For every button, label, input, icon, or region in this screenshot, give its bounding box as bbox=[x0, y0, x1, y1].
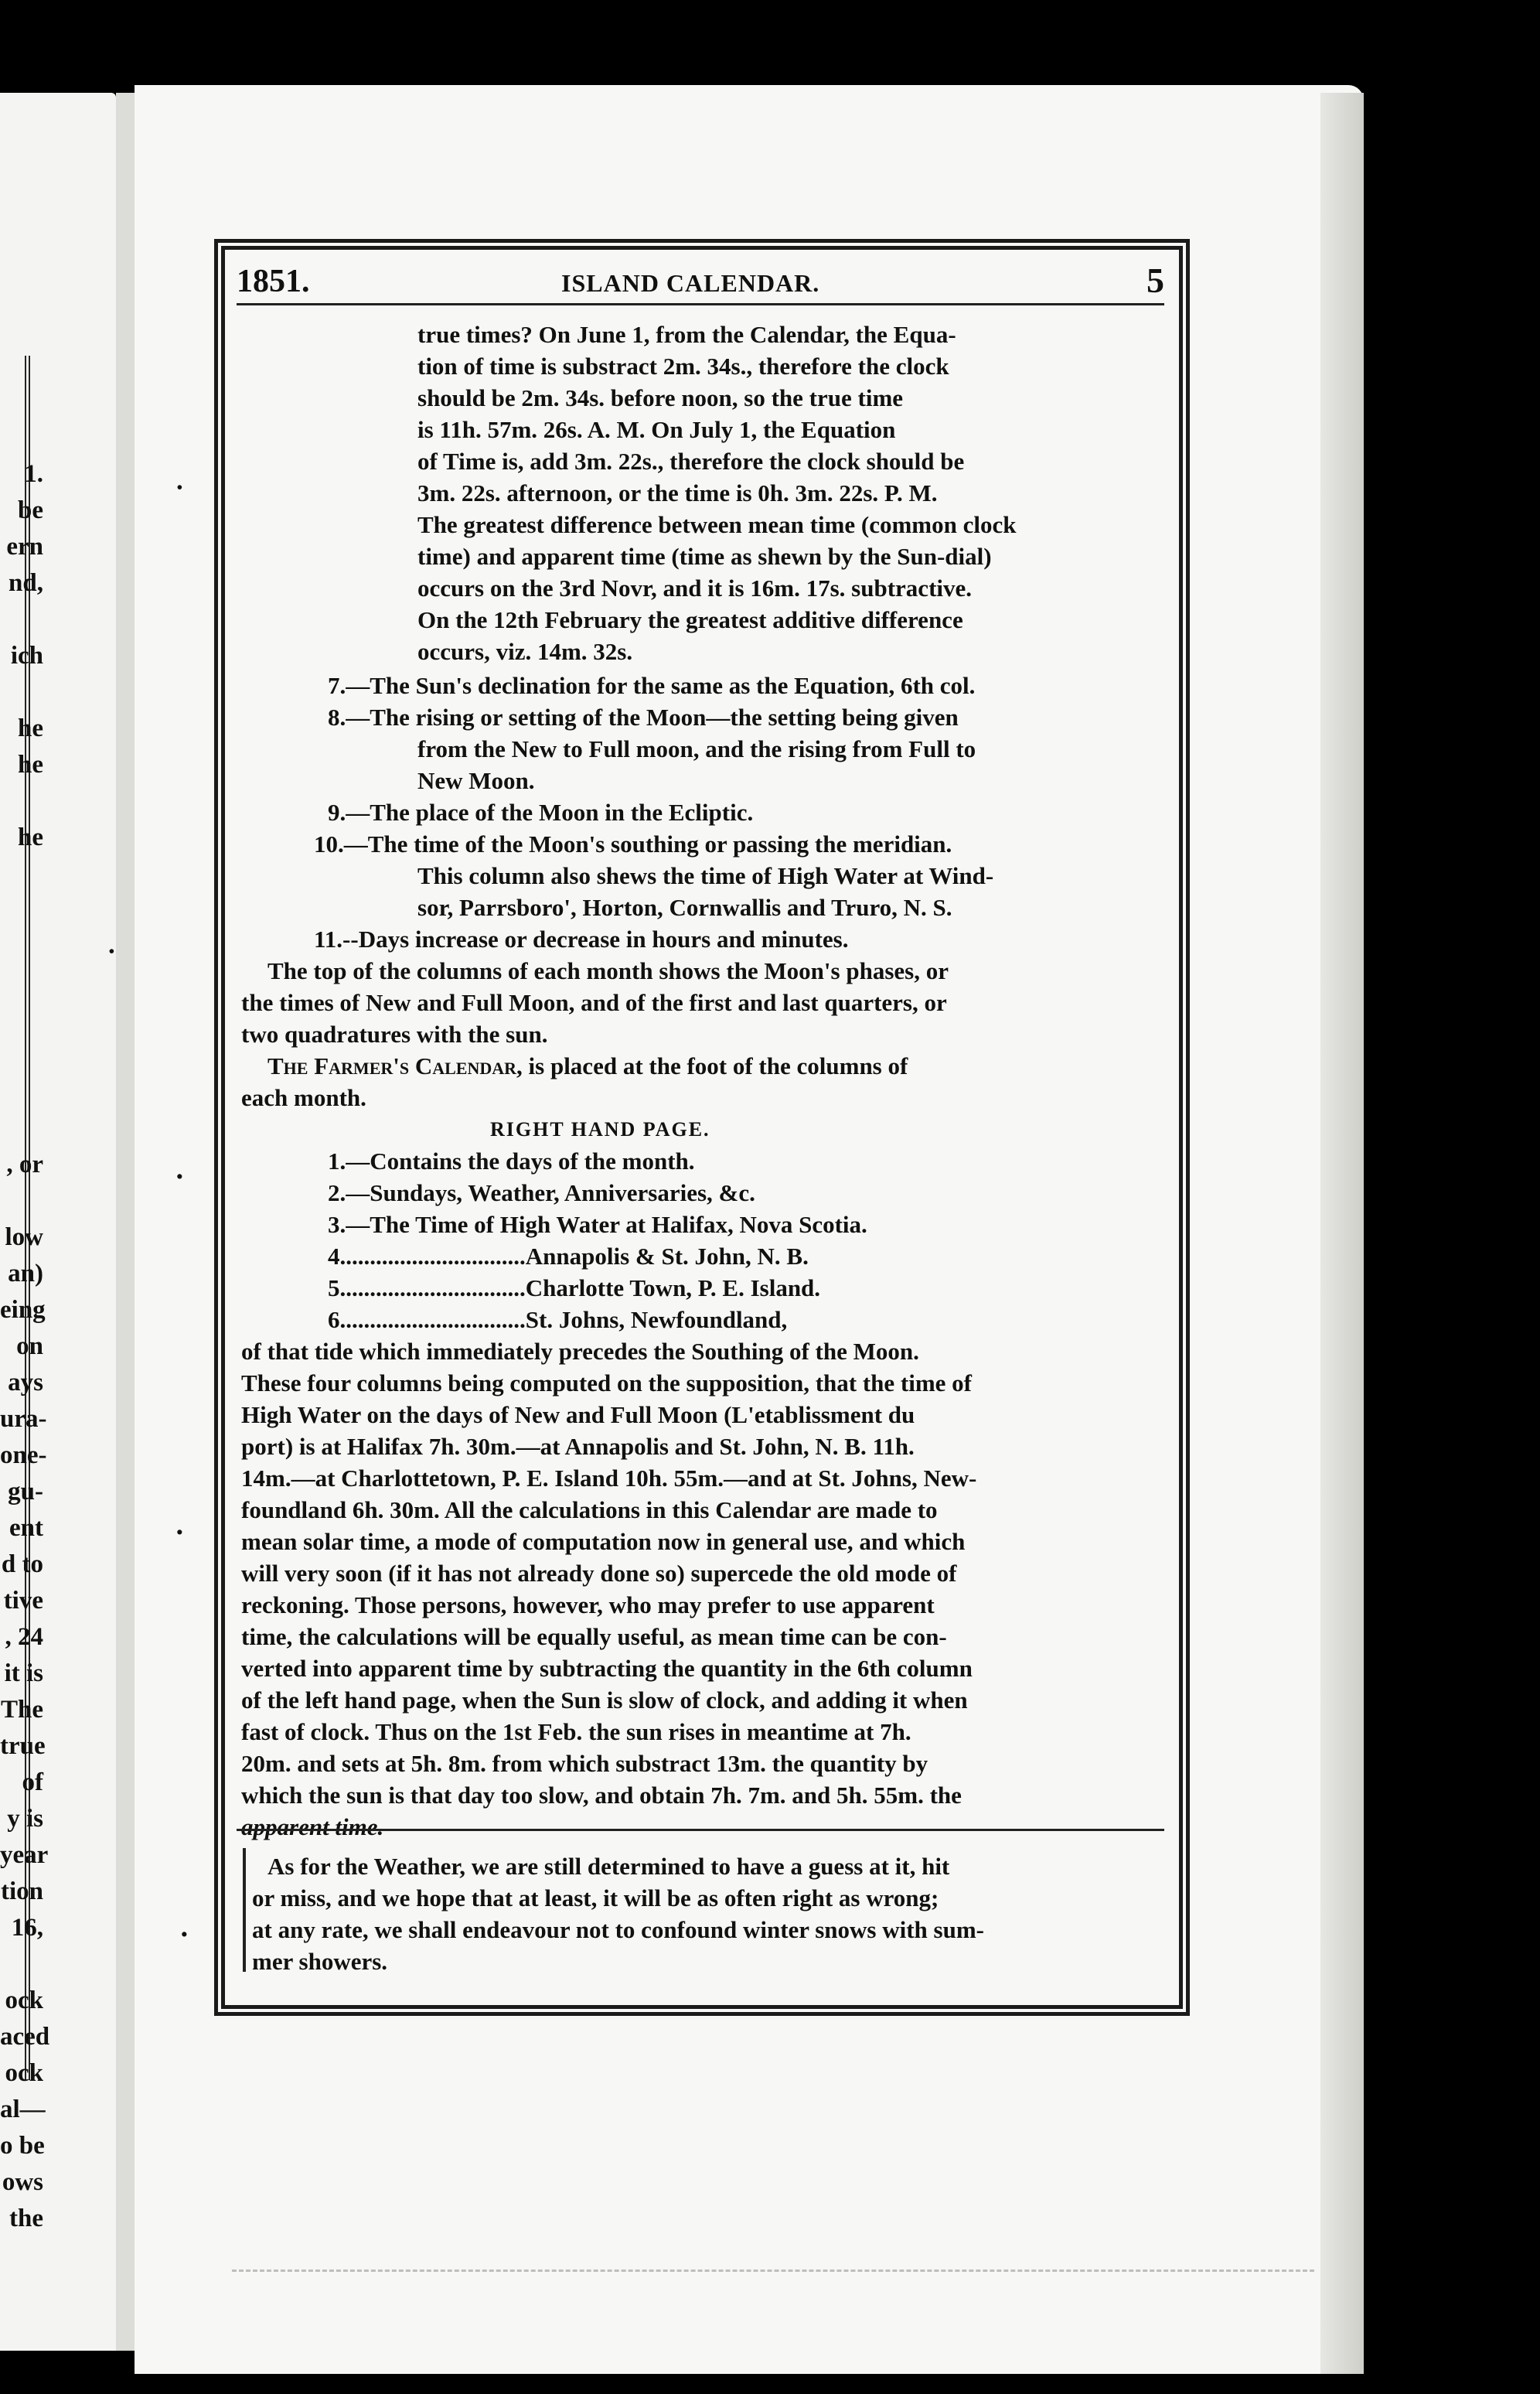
item-number: 1. bbox=[328, 1148, 346, 1175]
paragraph-line: 20m. and sets at 5h. 8m. from which substract 13m. the quantity by bbox=[241, 1750, 928, 1777]
weather-note-rule bbox=[243, 1848, 246, 1972]
ink-speck: · bbox=[175, 1161, 185, 1193]
paragraph-line: time, the calculations will be equally useful, as mean time can be con- bbox=[241, 1623, 947, 1650]
left-page-fragment: , or bbox=[6, 1151, 43, 1178]
left-page-fragment bbox=[0, 1001, 43, 1038]
left-page-fragment bbox=[0, 892, 43, 929]
item-number: 8. bbox=[328, 704, 346, 731]
left-page-fragment: the bbox=[9, 2205, 43, 2232]
item-text: —Sundays, Weather, Anniversaries, &c. bbox=[346, 1179, 755, 1206]
left-page-fragment: tion bbox=[0, 1877, 43, 1905]
header-year: 1851. bbox=[237, 264, 310, 299]
left-page-fragment bbox=[0, 674, 43, 711]
ink-speck: ˙ bbox=[175, 480, 185, 513]
paragraph-line: the times of New and Full Moon, and of the first and last quarters, or bbox=[241, 989, 947, 1016]
left-page-fragment: true bbox=[0, 1732, 46, 1760]
body-line: 3m. 22s. afternoon, or the time is 0h. 3m. 22s. P. M. bbox=[417, 479, 938, 506]
list-item bbox=[328, 1210, 867, 1240]
body-line: The greatest difference between mean time (common clock bbox=[417, 511, 1017, 538]
item-number: 2. bbox=[328, 1179, 346, 1206]
paragraph-line: fast of clock. Thus on the 1st Feb. the sun rises in meantime at 7h. bbox=[241, 1718, 911, 1745]
left-page-fragment bbox=[0, 602, 43, 638]
left-page-fragment: he bbox=[18, 751, 43, 779]
body-line: true times? On June 1, from the Calendar, the Equa- bbox=[417, 321, 956, 348]
left-page-fragment: aced bbox=[0, 2023, 50, 2051]
left-page-fragment bbox=[0, 1183, 43, 1219]
left-page-fragment: low bbox=[5, 1223, 43, 1251]
farmers-calendar-text: is placed at the foot of the columns of bbox=[522, 1052, 908, 1079]
left-page-fragment: an) bbox=[8, 1260, 43, 1287]
item-continuation: This column also shews the time of High Water at Wind- bbox=[417, 862, 994, 889]
left-page-fragment: ows bbox=[2, 2168, 43, 2196]
left-page-fragment: o be bbox=[0, 2132, 45, 2160]
left-page-fragment: it is bbox=[4, 1659, 43, 1687]
item-number: 4. bbox=[328, 1243, 346, 1270]
left-page-fragment bbox=[0, 1074, 43, 1110]
page-right-edge bbox=[1320, 93, 1364, 2374]
item-text: ..............................Annapolis & St. John, N. B. bbox=[346, 1243, 809, 1270]
farmers-calendar-label: The Farmer's Calendar, bbox=[267, 1052, 523, 1079]
paragraph-line: of the left hand page, when the Sun is slow of clock, and adding it when bbox=[241, 1686, 968, 1714]
left-page-fragment: ura- bbox=[0, 1405, 47, 1433]
left-page-fragment: ent bbox=[9, 1514, 43, 1542]
left-page-fragment: al— bbox=[0, 2096, 46, 2123]
left-page-fragment: one- bbox=[0, 1441, 47, 1469]
item-text: ..............................St. Johns, Newfoundland, bbox=[346, 1306, 788, 1333]
list-item bbox=[328, 1242, 809, 1271]
weather-line: or miss, and we hope that at least, it will be as often right as wrong; bbox=[252, 1884, 939, 1911]
left-page-fragment: nd, bbox=[9, 569, 43, 597]
left-page-fragment: on bbox=[16, 1332, 43, 1360]
paragraph-line: each month. bbox=[241, 1084, 366, 1111]
item-continuation: from the New to Full moon, and the rising from Full to bbox=[417, 735, 976, 762]
item-continuation: New Moon. bbox=[417, 767, 535, 794]
left-page-fragment: gu- bbox=[8, 1478, 43, 1506]
item-number: 11. bbox=[314, 926, 343, 953]
list-item bbox=[328, 1274, 820, 1303]
left-page-fragment bbox=[0, 929, 43, 965]
list-item bbox=[328, 703, 959, 732]
page-number: 5 bbox=[1146, 261, 1164, 300]
left-page-fragment: d to bbox=[1, 1550, 43, 1578]
paragraph-line: reckoning. Those persons, however, who may prefer to use apparent bbox=[241, 1591, 935, 1618]
item-number: 6. bbox=[328, 1306, 346, 1333]
item-text: —The Sun's declination for the same as the Equation, 6th col. bbox=[346, 672, 976, 699]
ink-speck: · bbox=[175, 1516, 185, 1549]
left-page-fragment bbox=[0, 1110, 43, 1147]
left-page-fragment: 1. bbox=[24, 460, 43, 488]
item-number: 5. bbox=[328, 1274, 346, 1301]
body-line: of Time is, add 3m. 22s., therefore the clock should be bbox=[417, 448, 965, 475]
left-page-fragment bbox=[0, 783, 43, 820]
left-page-fragment bbox=[0, 856, 43, 892]
left-page-fragment: ock bbox=[5, 1986, 43, 2014]
item-text: —The rising or setting of the Moon—the setting being given bbox=[346, 704, 959, 731]
running-header bbox=[237, 260, 1164, 305]
left-page-fragment: eing bbox=[0, 1296, 46, 1324]
weather-line: mer showers. bbox=[252, 1948, 388, 1975]
left-page-fragment: be bbox=[18, 496, 43, 524]
left-page-fragment: of bbox=[22, 1768, 43, 1796]
page-bottom-edge bbox=[232, 2270, 1314, 2286]
item-continuation: sor, Parrsboro', Horton, Cornwallis and Truro, N. S. bbox=[417, 894, 952, 921]
item-text: ..............................Charlotte Town, P. E. Island. bbox=[346, 1274, 821, 1301]
list-item bbox=[328, 798, 753, 827]
paragraph-line: which the sun is that day too slow, and obtain 7h. 7m. and 5h. 55m. the bbox=[241, 1782, 962, 1809]
left-page-fragment: 16, bbox=[11, 1914, 43, 1942]
list-item bbox=[328, 671, 975, 701]
item-number: 10. bbox=[314, 830, 344, 858]
section-heading: RIGHT HAND PAGE. bbox=[490, 1118, 710, 1141]
left-page-fragment: year bbox=[0, 1841, 49, 1869]
paragraph-line: These four columns being computed on the supposition, that the time of bbox=[241, 1369, 973, 1396]
body-line: tion of time is substract 2m. 34s., therefore the clock bbox=[417, 353, 949, 380]
list-item bbox=[328, 1178, 755, 1208]
item-number: 9. bbox=[328, 799, 346, 826]
weather-line: at any rate, we shall endeavour not to confound winter snows with sum- bbox=[252, 1916, 984, 1943]
left-page-fragment: ern bbox=[6, 533, 43, 561]
left-page-fragment: tive bbox=[3, 1587, 43, 1615]
body-line: should be 2m. 34s. before noon, so the true time bbox=[417, 384, 904, 411]
paragraph-line: foundland 6h. 30m. All the calculations in this Calendar are made to bbox=[241, 1496, 938, 1523]
paragraph-line: The top of the columns of each month shows the Moon's phases, or bbox=[267, 957, 949, 984]
list-item bbox=[314, 925, 848, 954]
paragraph-line: apparent time. bbox=[241, 1813, 384, 1840]
body-line: occurs on the 3rd Novr, and it is 16m. 17s. subtractive. bbox=[417, 575, 973, 602]
body-line: time) and apparent time (time as shewn by the Sun-dial) bbox=[417, 543, 992, 570]
body-line: occurs, viz. 14m. 32s. bbox=[417, 638, 633, 665]
page-gutter bbox=[116, 93, 135, 2351]
item-text: —Contains the days of the month. bbox=[346, 1148, 695, 1175]
left-page-fragment: ays bbox=[8, 1369, 43, 1396]
list-item bbox=[328, 1147, 695, 1176]
item-number: 3. bbox=[328, 1211, 346, 1238]
left-page-fragment: he bbox=[18, 714, 43, 742]
ink-speck: · bbox=[179, 1918, 189, 1951]
item-text: --Days increase or decrease in hours and minutes. bbox=[342, 926, 849, 953]
body-line: On the 12th February the greatest additive difference bbox=[417, 606, 963, 633]
left-page-fragment: he bbox=[18, 824, 43, 851]
paragraph-line: 14m.—at Charlottetown, P. E. Island 10h. 55m.—and at St. Johns, New- bbox=[241, 1465, 977, 1492]
paragraph-line: will very soon (if it has not already done so) supercede the old mode of bbox=[241, 1560, 957, 1587]
paragraph-line: High Water on the days of New and Full Moon (L'etablissment du bbox=[241, 1401, 915, 1428]
paragraph-line: of that tide which immediately precedes the Southing of the Moon. bbox=[241, 1338, 919, 1365]
left-page-fragment: ock bbox=[5, 2059, 43, 2087]
item-text: —The Time of High Water at Halifax, Nova Scotia. bbox=[346, 1211, 867, 1238]
header-title: ISLAND CALENDAR. bbox=[561, 269, 820, 297]
paragraph-line: two quadratures with the sun. bbox=[241, 1021, 548, 1048]
item-number: 7. bbox=[328, 672, 346, 699]
ink-speck: ˙ bbox=[107, 944, 117, 977]
left-page-fragment bbox=[0, 1038, 43, 1074]
left-page-fragment bbox=[0, 965, 43, 1001]
item-text: —The time of the Moon's southing or passing the meridian. bbox=[343, 830, 952, 858]
body-line: is 11h. 57m. 26s. A. M. On July 1, the Equation bbox=[417, 416, 896, 443]
list-item bbox=[328, 1305, 787, 1335]
paragraph-line: verted into apparent time by subtracting the quantity in the 6th column bbox=[241, 1655, 973, 1682]
list-item bbox=[314, 830, 952, 859]
left-page-fragment: y is bbox=[7, 1805, 43, 1833]
weather-line: As for the Weather, we are still determined to have a guess at it, hit bbox=[267, 1853, 950, 1880]
left-page bbox=[0, 93, 116, 2351]
left-page-fragment: The bbox=[0, 1696, 43, 1724]
left-page-fragment: , 24 bbox=[5, 1623, 43, 1651]
farmers-calendar-line bbox=[267, 1052, 908, 1081]
left-page-fragment bbox=[0, 1946, 43, 1983]
left-page-fragment: ich bbox=[10, 642, 43, 670]
paragraph-line: mean solar time, a mode of computation now in general use, and which bbox=[241, 1528, 966, 1555]
item-text: —The place of the Moon in the Ecliptic. bbox=[346, 799, 754, 826]
left-page-text-fragments bbox=[0, 456, 50, 2237]
paragraph-line: port) is at Halifax 7h. 30m.—at Annapolis and St. John, N. B. 11h. bbox=[241, 1433, 915, 1460]
